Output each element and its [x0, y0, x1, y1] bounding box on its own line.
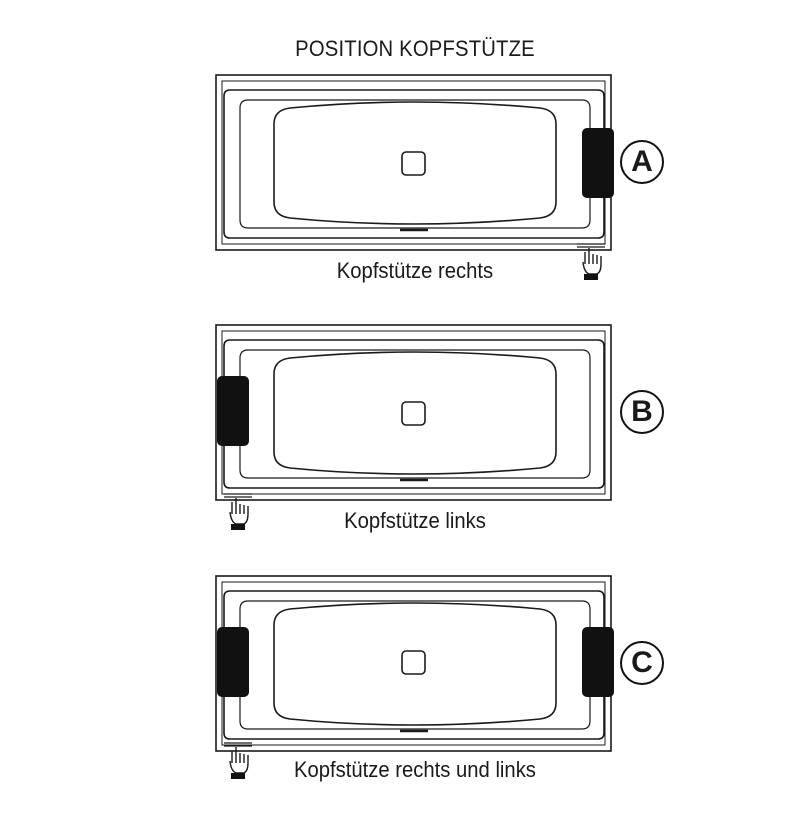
tub-basin-rim — [240, 350, 590, 478]
headrest-cushion-icon — [582, 627, 614, 697]
diagram-title: POSITION KOPFSTÜTZE — [295, 36, 535, 61]
tub-basin — [274, 352, 556, 474]
tub-outer-rim-inner — [222, 331, 605, 494]
panel-label-badge: C — [620, 641, 664, 685]
panel-caption: Kopfstütze links — [344, 508, 486, 533]
tub-basin-rim — [240, 601, 590, 729]
headrest-cushion-icon — [217, 376, 249, 446]
headrest-cushion-icon — [582, 128, 614, 198]
drain-square-icon — [402, 152, 425, 175]
panel-caption: Kopfstütze rechts — [336, 258, 494, 283]
panel-c — [0, 573, 800, 823]
bathtub-b — [0, 322, 800, 572]
panel-b — [0, 322, 800, 572]
tub-basin — [274, 102, 556, 224]
drain-square-icon — [402, 651, 425, 674]
tub-basin-rim — [240, 100, 590, 228]
panel-a — [0, 72, 800, 322]
tub-outer-rim-inner — [222, 582, 605, 745]
tub-outer-rim-inner — [222, 81, 605, 244]
panel-caption: Kopfstütze rechts und links — [294, 757, 536, 782]
tub-basin — [274, 603, 556, 725]
headrest-cushion-icon — [217, 627, 249, 697]
panel-label-badge: B — [620, 390, 664, 434]
bathtub-a — [0, 72, 800, 322]
panel-label-badge: A — [620, 140, 664, 184]
drain-square-icon — [402, 402, 425, 425]
